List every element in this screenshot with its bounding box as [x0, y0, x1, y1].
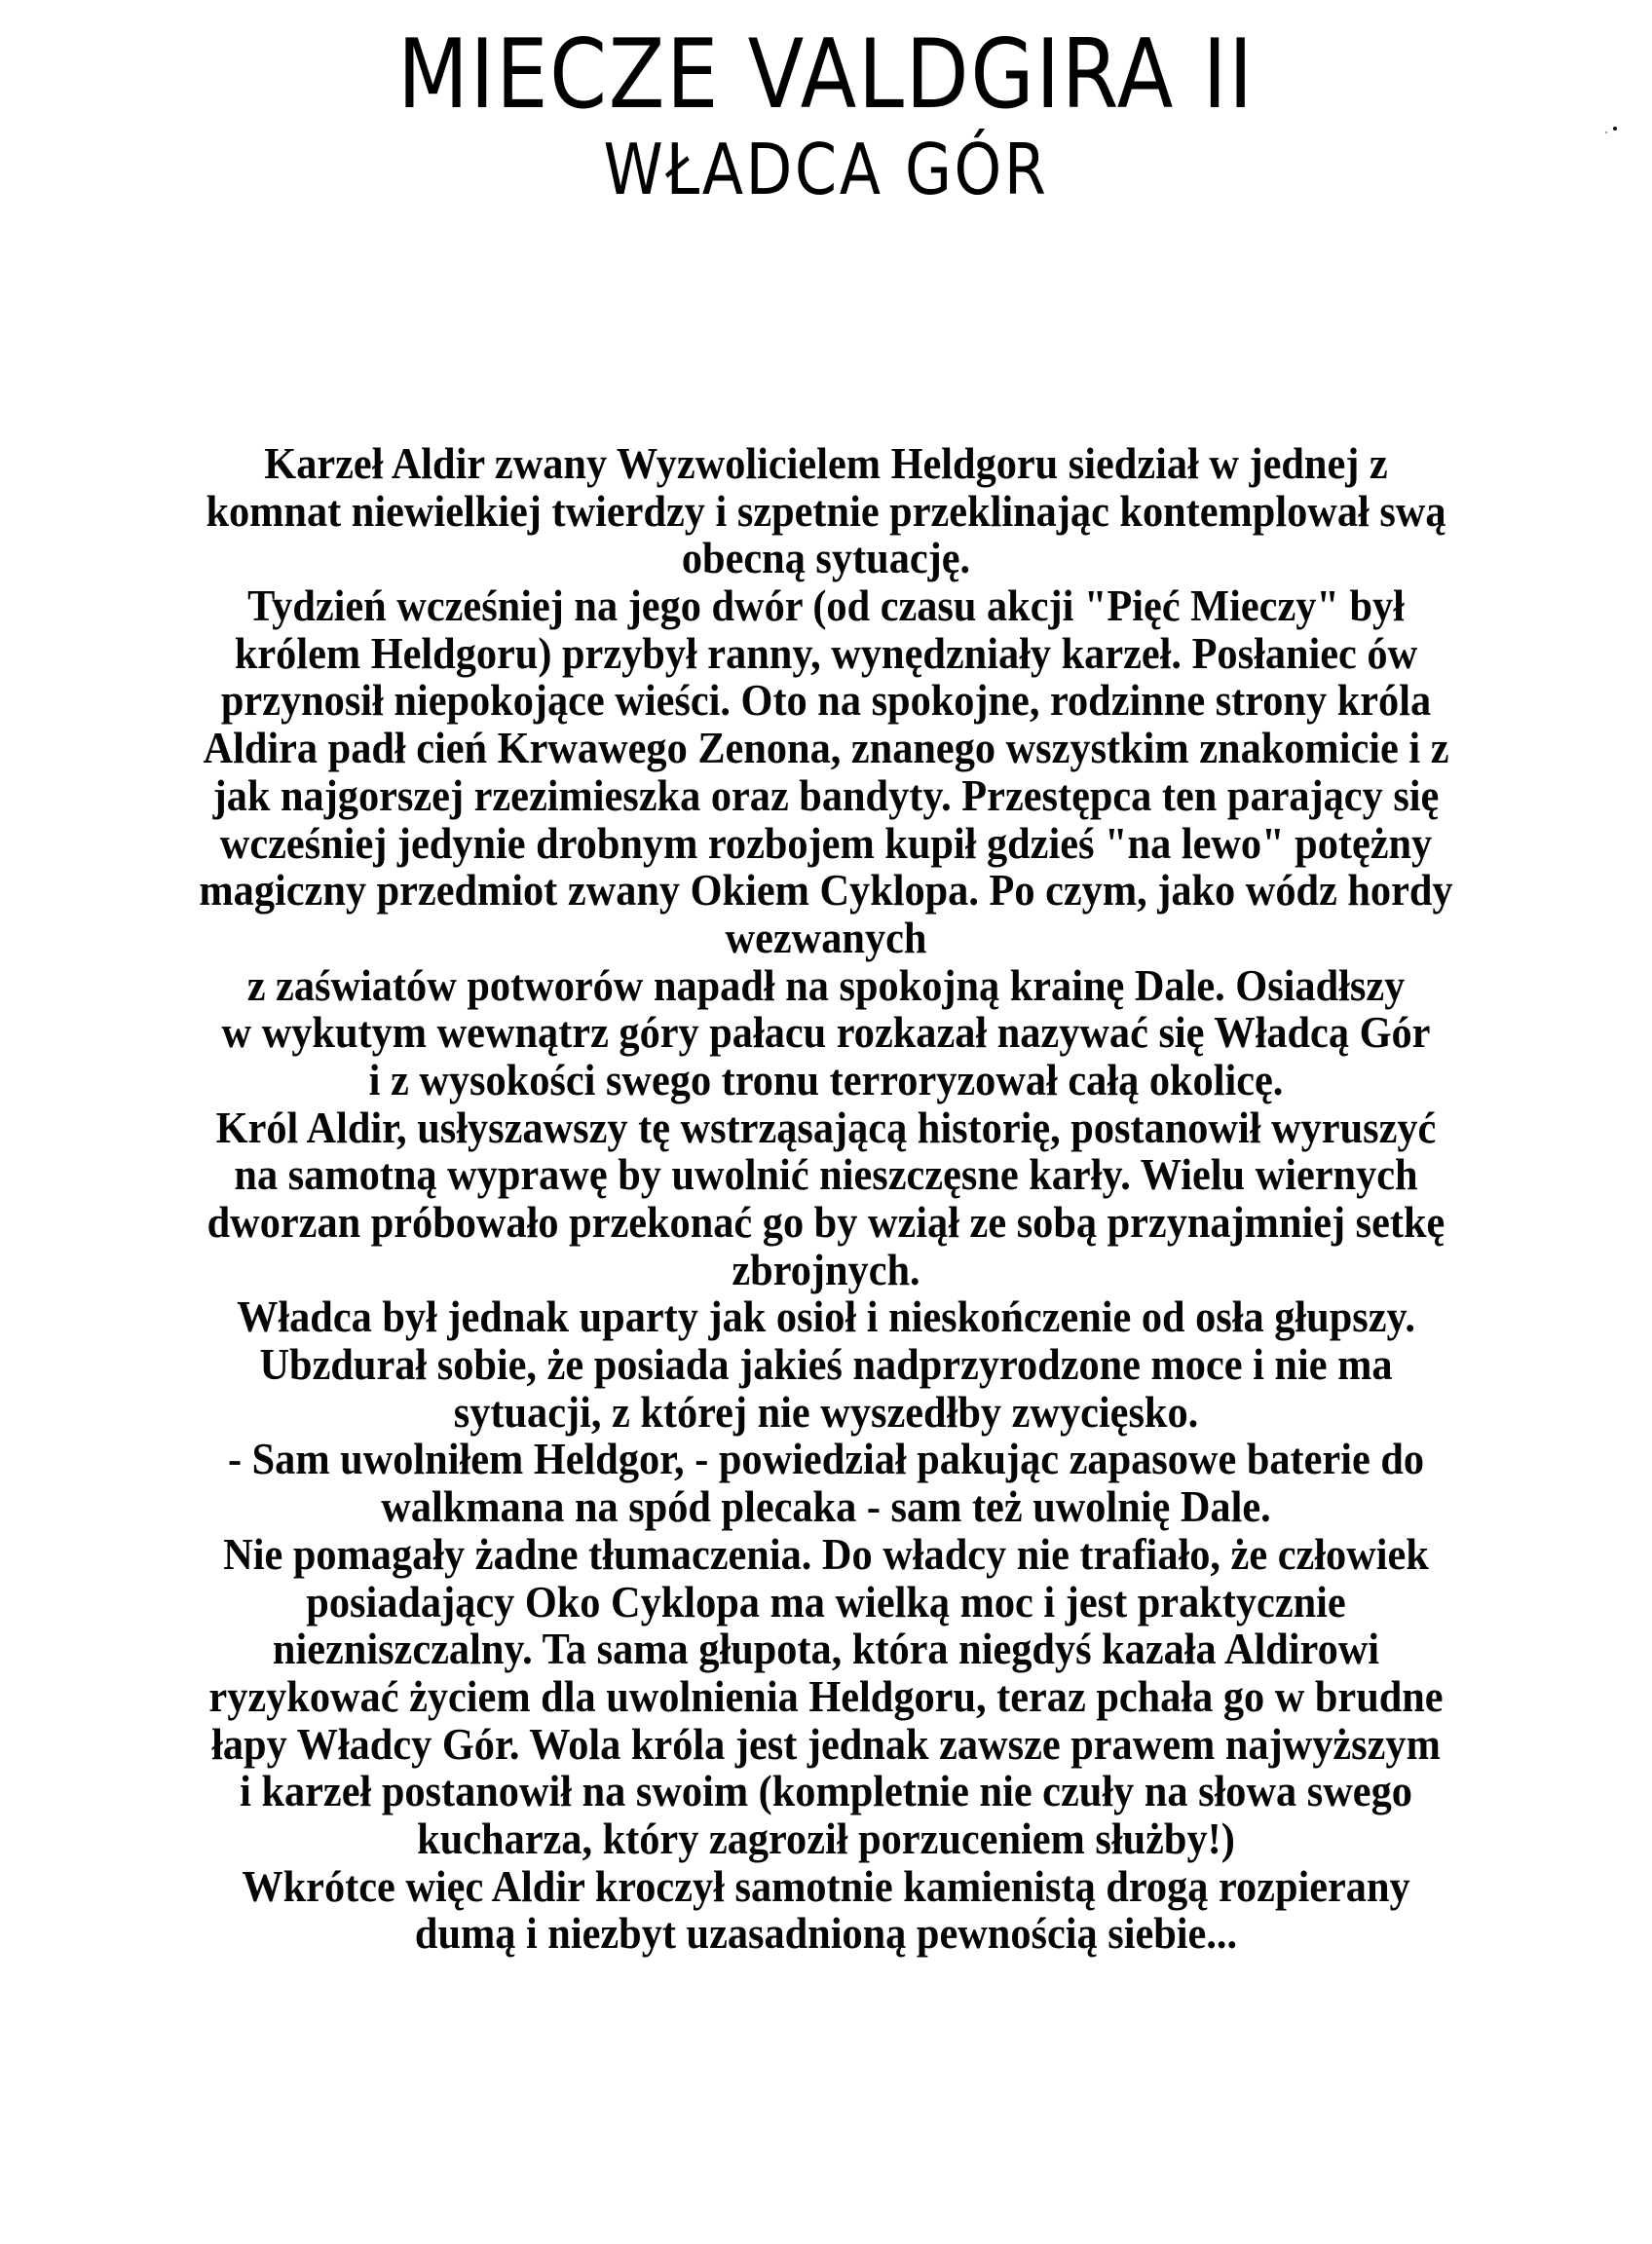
story-line: na samotną wyprawę by uwolnić nieszczęsne karły. Wielu wiernych: [234, 1149, 1418, 1200]
story-line: - Sam uwolniłem Heldgor, - powiedział pakując zapasowe baterie do: [227, 1434, 1425, 1484]
story-line: Wkrótce więc Aldir kroczył samotnie kamienistą drogą rozpierany: [242, 1860, 1410, 1911]
story-line: przynosił niepokojące wieści. Oto na spokojne, rodzinne strony króla: [220, 675, 1432, 726]
story-line: dworzan próbowało przekonać go by wziął ze sobą przynajmniej setkę: [206, 1197, 1446, 1247]
story-line: Aldira padł cień Krwawego Zenona, znanego wszystkim znakomicie i z: [203, 723, 1449, 773]
page-title: MIECZE VALDGIRA II: [397, 19, 1255, 131]
story-line: i z wysokości swego tronu terroryzował całą okolicę.: [368, 1054, 1284, 1104]
story-line: Ubzdurał sobie, że posiada jakieś nadprzyrodzone moce i nie ma: [259, 1339, 1393, 1390]
story-line: wcześniej jedynie drobnym rozbojem kupił gdzieś "na lewo" potężny: [219, 817, 1433, 868]
scan-speck: [1613, 127, 1617, 131]
story-line: Nie pomagały żadne tłumaczenia. Do władcy nie trafiało, że człowiek: [223, 1528, 1429, 1579]
story-line: obecną sytuację.: [681, 533, 971, 583]
story-line: jak najgorszej rzezimieszka oraz bandyty. Przestępca ten parający się: [212, 769, 1440, 820]
story-line: wezwanych: [725, 912, 927, 962]
story-line: Tydzień wcześniej na jego dwór (od czasu akcji "Pięć Mieczy" był: [247, 580, 1405, 631]
scan-speck: [1605, 131, 1607, 133]
story-line: dumą i niezbyt uzasadnioną pewnością siebie...: [414, 1908, 1238, 1959]
story-line: komnat niewielkiej twierdzy i szpetnie przeklinając kontemplował swą: [206, 485, 1446, 536]
story-line: Władca był jednak uparty jak osioł i nieskończenie od osła głupszy.: [237, 1291, 1415, 1342]
story-line: kucharza, który zagroził porzuceniem służby!): [417, 1813, 1235, 1863]
story-line: Król Aldir, usłyszawszy tę wstrząsającą historię, postanowił wyruszyć: [215, 1102, 1437, 1152]
story-text: [0, 440, 1652, 1958]
story-line: magiczny przedmiot zwany Okiem Cyklopa. Po czym, jako wódz hordy: [199, 865, 1453, 916]
story-line: posiadający Oko Cyklopa ma wielką moc i jest praktycznie: [306, 1576, 1346, 1627]
story-line: sytuacji, z której nie wyszedłby zwycięsko.: [453, 1386, 1199, 1437]
story-line: zbrojnych.: [732, 1244, 920, 1294]
story-line: walkmana na spód plecaka - sam też uwolnię Dale.: [381, 1481, 1271, 1532]
story-line: królem Heldgoru) przybył ranny, wynędzniały karzeł. Posłaniec ów: [234, 627, 1418, 678]
story-line: z zaświatów potworów napadł na spokojną krainę Dale. Osiadłszy: [246, 959, 1406, 1010]
story-line: niezniszczalny. Ta sama głupota, która niegdyś kazała Aldirowi: [272, 1624, 1380, 1674]
story-line: łapy Władcy Gór. Wola króla jest jednak zawsze prawem najwyższym: [211, 1718, 1441, 1769]
page-subtitle: WŁADCA GÓR: [603, 129, 1049, 210]
story-line: w wykutym wewnątrz góry pałacu rozkazał nazywać się Władcą Gór: [221, 1007, 1431, 1058]
story-line: i karzeł postanowił na swoim (kompletnie nie czuły na słowa swego: [240, 1766, 1412, 1816]
story-line: Karzeł Aldir zwany Wyzwolicielem Heldgoru siedział w jednej z: [264, 438, 1388, 488]
story-line: ryzykować życiem dla uwolnienia Heldgoru, teraz pchała go w brudne: [208, 1670, 1444, 1721]
